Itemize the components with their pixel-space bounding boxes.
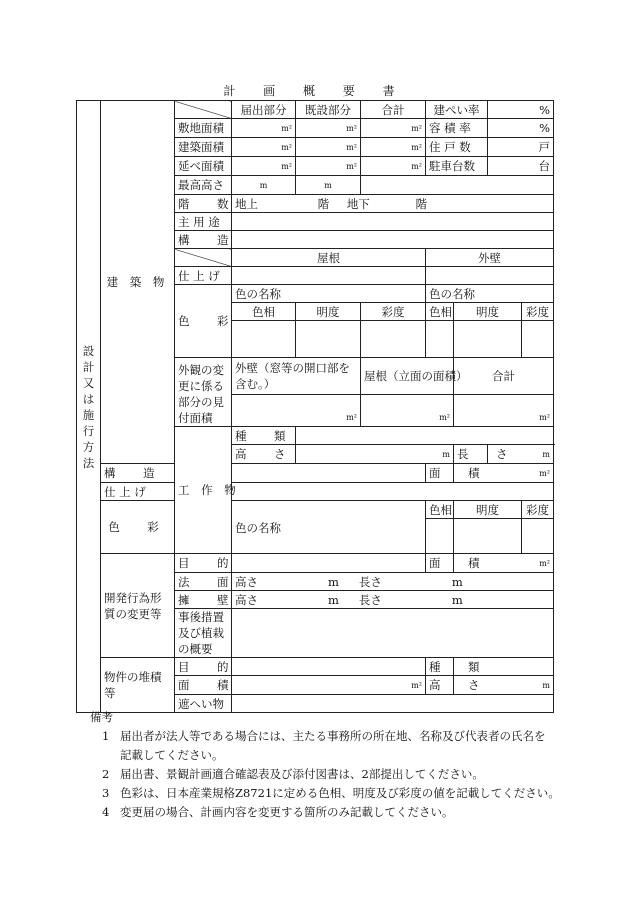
roof-hue-label: 色相 <box>232 303 296 321</box>
construct-label: 構 造 <box>101 464 175 483</box>
kind-value[interactable] <box>296 427 554 445</box>
deposit-purpose-value[interactable] <box>232 658 426 676</box>
structure-hue-label: 色相 <box>426 501 454 519</box>
construct-value[interactable] <box>232 464 426 483</box>
note-item: 1 届出者が法人等である場合には、主たる事務所の所在地、名称及び代表者の氏名を <box>102 729 546 743</box>
note-item: 4 変更届の場合、計画内容を変更する箇所のみ記載してください。 <box>102 805 454 819</box>
facade-roof-label: 屋根（立面の面積） <box>361 358 454 395</box>
floor-area-existing[interactable]: m² <box>296 157 361 176</box>
roof-color-name-label: 色の名称 <box>232 285 426 303</box>
floor-ratio-label: 容 積 率 <box>426 119 488 138</box>
building-group-label: 建 築 物 <box>101 101 175 464</box>
note-item: 2 届出書、景観計画適合確認表及び添付図書は、2部提出してください。 <box>102 767 484 781</box>
roof-value-value[interactable] <box>296 321 361 358</box>
roof-hue-value[interactable] <box>232 321 296 358</box>
wall-value-value[interactable] <box>454 321 522 358</box>
page-title: 計 画 概 要 書 <box>223 84 407 98</box>
after-measures-label: 事後措置及び植栽の概要 <box>175 609 232 658</box>
floor-area-label: 延べ面積 <box>175 157 232 176</box>
kind-label: 種 類 <box>232 427 296 445</box>
header-notified: 届出部分 <box>232 101 296 119</box>
structure-chroma-value[interactable] <box>522 519 554 554</box>
structure-value-value[interactable] <box>454 519 522 554</box>
after-measures-value[interactable] <box>232 609 554 658</box>
coverage-percent: % <box>488 101 554 119</box>
building-area-total[interactable]: m² <box>361 138 426 157</box>
facade-label: 外観の変更に係る部分の見付面積 <box>175 358 232 427</box>
deposit-height-label: 高 さ <box>426 676 454 695</box>
slope-label: 法 面 <box>175 573 232 591</box>
height-value[interactable]: m <box>296 445 454 464</box>
facade-total-label: 合計 <box>454 358 554 395</box>
max-height-existing[interactable]: m <box>296 176 361 195</box>
dev-purpose-label: 目 的 <box>175 554 232 573</box>
main-use-value[interactable] <box>232 213 554 231</box>
deposit-purpose-label: 目 的 <box>175 658 232 676</box>
area-value[interactable]: m² <box>454 464 554 483</box>
height-label: 高 さ <box>232 445 296 464</box>
structure-color-name[interactable]: 色の名称 <box>232 501 426 554</box>
building-area-existing[interactable]: m² <box>296 138 361 157</box>
header-diagonal-cell <box>175 101 232 119</box>
parking-value[interactable]: 台 <box>488 157 554 176</box>
retaining-label: 擁 壁 <box>175 591 232 609</box>
roof-finish-value[interactable] <box>232 267 426 285</box>
building-area-notified[interactable]: m² <box>232 138 296 157</box>
length-label: 長 さ <box>454 445 488 464</box>
wall-header: 外壁 <box>426 249 554 267</box>
roof-chroma-label: 彩度 <box>361 303 426 321</box>
note-item: 3 色彩は、日本産業規格Z8721に定める色相、明度及び彩度の値を記載してください。 <box>102 786 560 800</box>
design-method-label: 設 計 又 は 施 行 方 法 <box>77 101 101 713</box>
roof-chroma-value[interactable] <box>361 321 426 358</box>
finish-label: 仕 上 げ <box>175 267 232 285</box>
structure-value[interactable] <box>232 231 554 249</box>
header-existing: 既設部分 <box>296 101 361 119</box>
deposit-height-value[interactable]: m <box>454 676 554 695</box>
slope-value[interactable]: 高さ m 長さ m <box>232 573 554 591</box>
structure-finish-label: 仕 上 げ <box>101 483 175 501</box>
facade-wall-label: 外壁（窓等の開口部を含む。） <box>232 358 361 395</box>
retaining-value[interactable]: 高さ m 長さ m <box>232 591 554 609</box>
building-area-label: 建築面積 <box>175 138 232 157</box>
area-label: 面 積 <box>426 464 454 483</box>
color-label: 色 彩 <box>175 285 232 358</box>
floor-area-total[interactable]: m² <box>361 157 426 176</box>
floor-ratio-value[interactable]: % <box>488 119 554 138</box>
structure-chroma-label: 彩度 <box>522 501 554 519</box>
development-group-label: 開発行為形質の変更等 <box>101 554 175 658</box>
wall-color-name-label: 色の名称 <box>426 285 554 303</box>
households-label: 住 戸 数 <box>426 138 488 157</box>
site-area-existing[interactable]: m² <box>296 119 361 138</box>
facade-total-value[interactable]: m² <box>454 394 554 426</box>
deposit-area-label: 面 積 <box>175 676 232 695</box>
wall-chroma-label: 彩度 <box>522 303 554 321</box>
floor-area-notified[interactable]: m² <box>232 157 296 176</box>
parking-label: 駐車台数 <box>426 157 488 176</box>
site-area-label: 敷地面積 <box>175 119 232 138</box>
households-value[interactable]: 戸 <box>488 138 554 157</box>
main-use-label: 主 用 途 <box>175 213 232 231</box>
dev-purpose-value[interactable] <box>232 554 426 573</box>
header-coverage: 建ぺい率 <box>426 101 488 119</box>
header-total: 合計 <box>361 101 426 119</box>
structure-value-label: 明度 <box>454 501 522 519</box>
structure-color-label: 色 彩 <box>101 501 175 554</box>
notes-section <box>90 708 560 822</box>
facade-roof-value[interactable]: m² <box>361 394 454 426</box>
screen-label: 遮へい物 <box>175 695 232 713</box>
finish-diagonal-cell <box>175 249 232 267</box>
dev-area-label: 面 積 <box>426 554 454 573</box>
roof-value-label: 明度 <box>296 303 361 321</box>
structure-finish-value[interactable] <box>232 483 554 501</box>
deposit-area-value[interactable]: m² <box>232 676 426 695</box>
wall-hue-label: 色相 <box>426 303 454 321</box>
deposit-kind-label: 種 類 <box>426 658 454 676</box>
max-height-blank <box>361 176 554 195</box>
notes-heading: 備考 <box>90 710 113 724</box>
note-item-continuation: 記載してください。 <box>120 748 224 762</box>
max-height-notified[interactable]: m <box>232 176 296 195</box>
wall-value-label: 明度 <box>454 303 522 321</box>
plan-summary-table <box>76 100 554 713</box>
site-area-notified[interactable]: m² <box>232 119 296 138</box>
roof-header: 屋根 <box>232 249 426 267</box>
structure-label: 構 造 <box>175 231 232 249</box>
wall-finish-value[interactable] <box>426 267 554 285</box>
length-value[interactable]: m <box>488 445 554 464</box>
deposit-group-label: 物件の堆積等 <box>101 658 175 713</box>
facade-wall-value[interactable]: m² <box>232 394 361 426</box>
site-area-total[interactable]: m² <box>361 119 426 138</box>
max-height-label: 最高高さ <box>175 176 232 195</box>
floors-value[interactable]: 地上 階 地下 階 <box>232 195 554 213</box>
dev-area-value[interactable]: m² <box>454 554 554 573</box>
structure-group-label: 工 作 物 <box>175 427 232 554</box>
wall-hue-value[interactable] <box>426 321 454 358</box>
wall-chroma-value[interactable] <box>522 321 554 358</box>
structure-hue-value[interactable] <box>426 519 454 554</box>
floors-label: 階 数 <box>175 195 232 213</box>
